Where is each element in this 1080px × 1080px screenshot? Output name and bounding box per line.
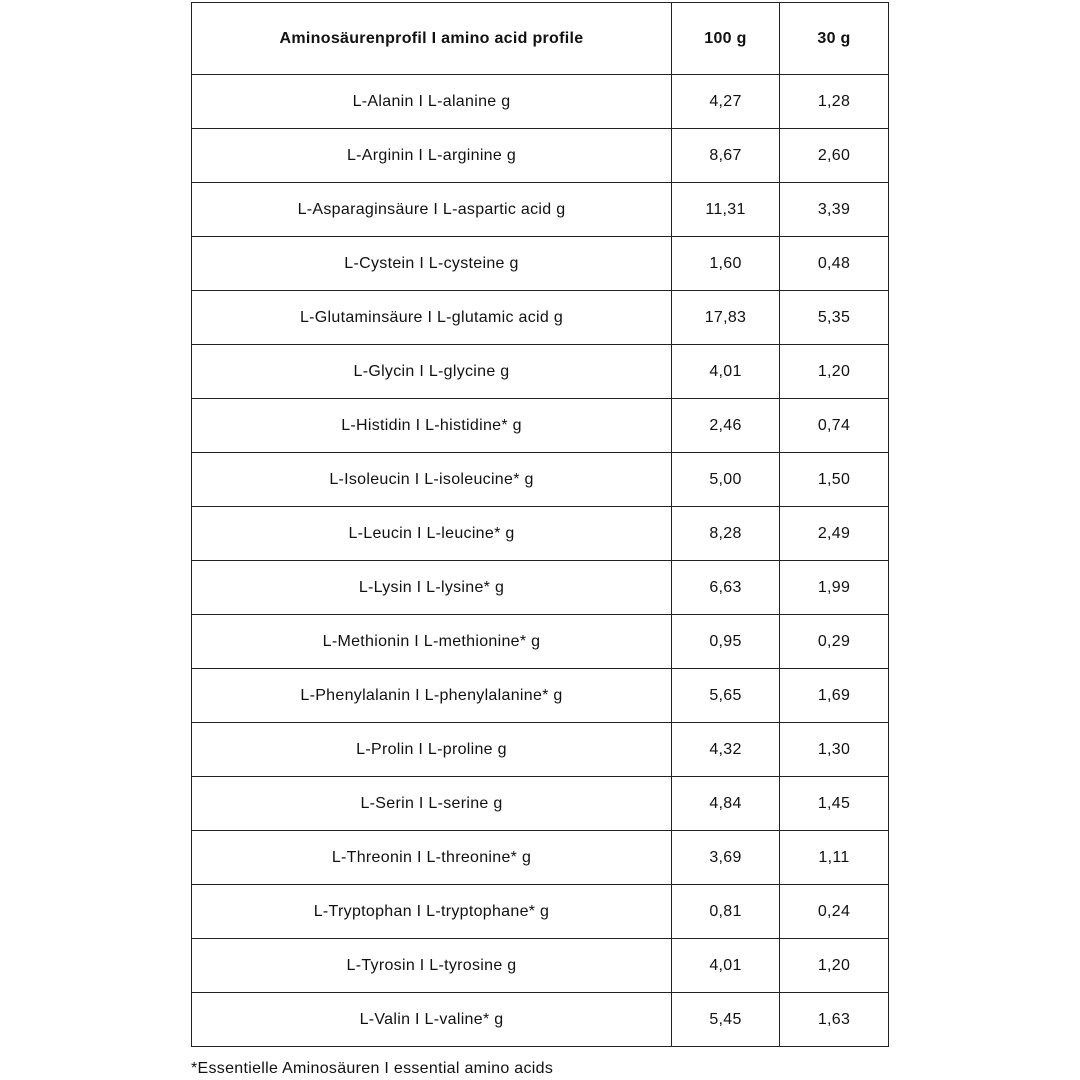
amino-acid-name: L-Leucin I L-leucine* g bbox=[192, 507, 672, 561]
value-per-30g: 1,20 bbox=[780, 939, 889, 993]
amino-acid-name: L-Threonin I L-threonine* g bbox=[192, 831, 672, 885]
amino-acid-name: L-Isoleucin I L-isoleucine* g bbox=[192, 453, 672, 507]
amino-acid-name: L-Prolin I L-proline g bbox=[192, 723, 672, 777]
value-per-100g: 4,32 bbox=[672, 723, 780, 777]
value-per-100g: 8,67 bbox=[672, 129, 780, 183]
amino-acid-name: L-Glutaminsäure I L-glutamic acid g bbox=[192, 291, 672, 345]
table-row bbox=[192, 453, 889, 507]
value-per-30g: 2,60 bbox=[780, 129, 889, 183]
header-per-100g: 100 g bbox=[672, 3, 780, 75]
table-row bbox=[192, 939, 889, 993]
table-row bbox=[192, 129, 889, 183]
table-body bbox=[192, 75, 889, 1047]
amino-acid-name: L-Glycin I L-glycine g bbox=[192, 345, 672, 399]
amino-acid-table-container bbox=[191, 2, 888, 1047]
value-per-30g: 5,35 bbox=[780, 291, 889, 345]
table-row bbox=[192, 993, 889, 1047]
value-per-30g: 1,50 bbox=[780, 453, 889, 507]
amino-acid-name: L-Cystein I L-cysteine g bbox=[192, 237, 672, 291]
amino-acid-name: L-Asparaginsäure I L-aspartic acid g bbox=[192, 183, 672, 237]
table-row bbox=[192, 345, 889, 399]
value-per-30g: 0,24 bbox=[780, 885, 889, 939]
value-per-100g: 8,28 bbox=[672, 507, 780, 561]
value-per-100g: 4,84 bbox=[672, 777, 780, 831]
value-per-30g: 1,11 bbox=[780, 831, 889, 885]
value-per-100g: 4,01 bbox=[672, 939, 780, 993]
essential-amino-acids-footnote: *Essentielle Aminosäuren I essential amino acids bbox=[191, 1060, 554, 1077]
amino-acid-name: L-Lysin I L-lysine* g bbox=[192, 561, 672, 615]
amino-acid-name: L-Alanin I L-alanine g bbox=[192, 75, 672, 129]
table-row bbox=[192, 561, 889, 615]
table-row bbox=[192, 237, 889, 291]
value-per-100g: 17,83 bbox=[672, 291, 780, 345]
value-per-100g: 1,60 bbox=[672, 237, 780, 291]
table-row bbox=[192, 399, 889, 453]
value-per-30g: 1,63 bbox=[780, 993, 889, 1047]
amino-acid-name: L-Methionin I L-methionine* g bbox=[192, 615, 672, 669]
value-per-30g: 1,20 bbox=[780, 345, 889, 399]
value-per-100g: 0,95 bbox=[672, 615, 780, 669]
header-amino-acid-profile: Aminosäurenprofil I amino acid profile bbox=[192, 3, 672, 75]
value-per-30g: 1,45 bbox=[780, 777, 889, 831]
value-per-100g: 5,65 bbox=[672, 669, 780, 723]
table-row bbox=[192, 507, 889, 561]
table-header-row bbox=[192, 3, 889, 75]
table-row bbox=[192, 723, 889, 777]
value-per-30g: 0,29 bbox=[780, 615, 889, 669]
value-per-100g: 4,01 bbox=[672, 345, 780, 399]
amino-acid-name: L-Histidin I L-histidine* g bbox=[192, 399, 672, 453]
amino-acid-name: L-Arginin I L-arginine g bbox=[192, 129, 672, 183]
value-per-30g: 1,28 bbox=[780, 75, 889, 129]
value-per-100g: 4,27 bbox=[672, 75, 780, 129]
amino-acid-name: L-Serin I L-serine g bbox=[192, 777, 672, 831]
table-row bbox=[192, 183, 889, 237]
value-per-30g: 0,48 bbox=[780, 237, 889, 291]
table-row bbox=[192, 669, 889, 723]
value-per-100g: 11,31 bbox=[672, 183, 780, 237]
value-per-30g: 1,69 bbox=[780, 669, 889, 723]
value-per-100g: 0,81 bbox=[672, 885, 780, 939]
value-per-100g: 2,46 bbox=[672, 399, 780, 453]
value-per-30g: 1,30 bbox=[780, 723, 889, 777]
value-per-100g: 5,45 bbox=[672, 993, 780, 1047]
value-per-100g: 6,63 bbox=[672, 561, 780, 615]
table-row bbox=[192, 831, 889, 885]
value-per-100g: 5,00 bbox=[672, 453, 780, 507]
amino-acid-name: L-Tryptophan I L-tryptophane* g bbox=[192, 885, 672, 939]
amino-acid-name: L-Valin I L-valine* g bbox=[192, 993, 672, 1047]
value-per-30g: 0,74 bbox=[780, 399, 889, 453]
table-row bbox=[192, 291, 889, 345]
value-per-30g: 1,99 bbox=[780, 561, 889, 615]
header-per-30g: 30 g bbox=[780, 3, 889, 75]
amino-acid-table bbox=[191, 2, 889, 1047]
table-row bbox=[192, 777, 889, 831]
value-per-30g: 3,39 bbox=[780, 183, 889, 237]
amino-acid-name: L-Phenylalanin I L-phenylalanine* g bbox=[192, 669, 672, 723]
table-row bbox=[192, 885, 889, 939]
table-row bbox=[192, 615, 889, 669]
table-row bbox=[192, 75, 889, 129]
amino-acid-name: L-Tyrosin I L-tyrosine g bbox=[192, 939, 672, 993]
value-per-100g: 3,69 bbox=[672, 831, 780, 885]
value-per-30g: 2,49 bbox=[780, 507, 889, 561]
